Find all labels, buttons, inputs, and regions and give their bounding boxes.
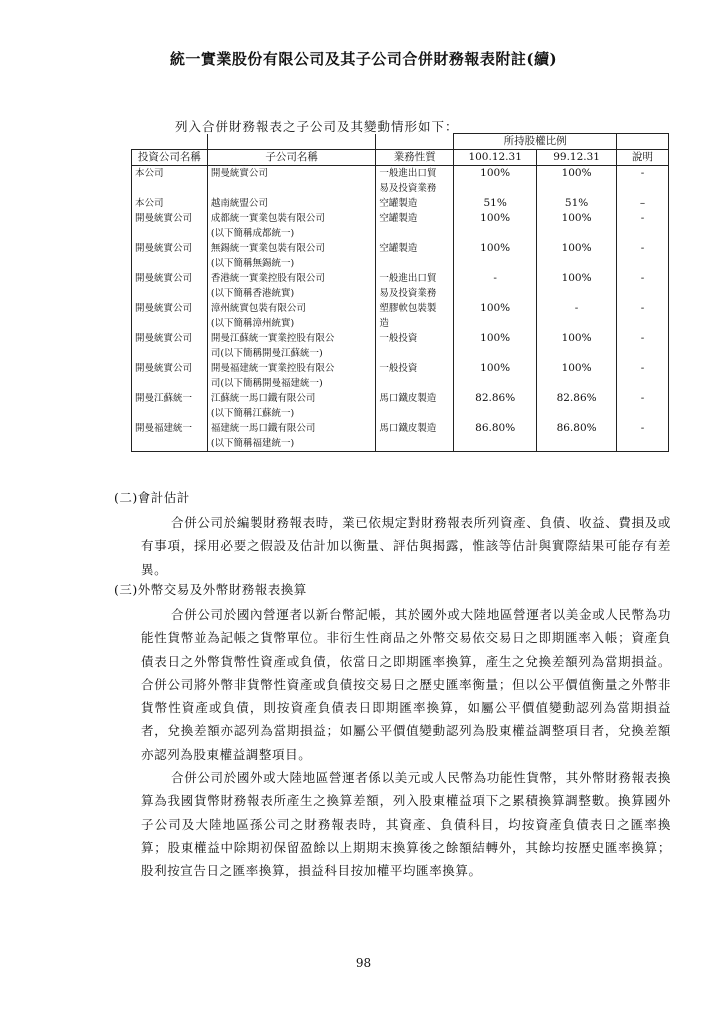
table-row [132, 331, 669, 361]
cell-2011: 100% [454, 301, 537, 331]
cell-2010: 100% [537, 331, 617, 361]
cell-business: 一般進出口貿 易及投資業務 [376, 271, 454, 301]
group-header: 所持股權比例 [454, 134, 617, 150]
table-row [132, 421, 669, 452]
section3-para1: 合併公司於國內營運者以新台幣記帳，其於國外或大陸地區營運者以美金或人民幣為功能性貨幣並為記帳之貨幣單位。非衍生性商品之外幣交易依交易日之即期匯率入帳；資產負債表日之外幣貨幣性資產或負債，依當日之即期匯率換算，產生之兌換差額列為當期損益。合併公司將外幣非貨幣性資產或負債按交易日之歷史匯率衡量；但以公平價值衡量之外幣非貨幣性資產或負債，則按資產負債表日即期匯率換算，如屬公平價值變動認列為當期損益者，兌換差額亦認列為當期損益；如屬公平價值變動認列為股東權益調整項目者，兌換差額亦認列為股東權益調整項目。 [141, 607, 671, 762]
cell-2010: 51% [537, 196, 617, 211]
header-investor: 投資公司名稱 [132, 150, 208, 166]
header-2011: 100.12.31 [454, 150, 537, 166]
header-note: 說明 [617, 150, 669, 166]
cell-2010: 86.80% [537, 421, 617, 452]
cell-subsidiary: 開曼江蘇統一實業控股有限公 司(以下簡稱開曼江蘇統一) [207, 331, 376, 361]
cell-investor: 本公司 [132, 196, 208, 211]
cell-subsidiary: 江蘇統一馬口鐵有限公司 (以下簡稱江蘇統一) [207, 391, 376, 421]
cell-note: - [617, 421, 669, 452]
table-row [132, 166, 669, 197]
cell-business: 空罐製造 [376, 211, 454, 241]
table-row [132, 241, 669, 271]
cell-note: - [617, 211, 669, 241]
cell-subsidiary: 香港統一實業控股有限公司 (以下簡稱香港統實) [207, 271, 376, 301]
cell-business: 一般投資 [376, 331, 454, 361]
page-title: 統一實業股份有限公司及其子公司合併財務報表附註(續) [169, 50, 558, 68]
cell-business: 空罐製造 [376, 196, 454, 211]
cell-note: - [617, 391, 669, 421]
cell-subsidiary: 開曼統實公司 [207, 166, 376, 197]
subsidiaries-table [131, 133, 669, 452]
cell-investor: 開曼統實公司 [132, 271, 208, 301]
header-subsidiary: 子公司名稱 [207, 150, 376, 166]
table-row [132, 196, 669, 211]
cell-2011: 100% [454, 211, 537, 241]
cell-note: - [617, 331, 669, 361]
cell-investor: 開曼統實公司 [132, 211, 208, 241]
cell-business: 一般進出口貿 易及投資業務 [376, 166, 454, 197]
header-2010: 99.12.31 [537, 150, 617, 166]
cell-investor: 開曼統實公司 [132, 241, 208, 271]
cell-2010: - [537, 301, 617, 331]
cell-business: 塑膠軟包裝製 造 [376, 301, 454, 331]
cell-note: - [617, 361, 669, 391]
cell-subsidiary: 越南統盟公司 [207, 196, 376, 211]
cell-2010: 82.86% [537, 391, 617, 421]
table-row [132, 361, 669, 391]
cell-investor: 開曼福建統一 [132, 421, 208, 452]
table-row [132, 301, 669, 331]
cell-2011: 86.80% [454, 421, 537, 452]
cell-investor: 開曼統實公司 [132, 331, 208, 361]
section2-text: 合併公司於編製財務報表時，業已依規定對財務報表所列資產、負債、收益、費損及或有事項，採用必要之假設及估計加以衡量、評估與揭露，惟該等估計與實際結果可能存有差異。 [141, 515, 671, 577]
cell-subsidiary: 成都統一實業包裝有限公司 (以下簡稱成都統一) [207, 211, 376, 241]
cell-investor: 開曼江蘇統一 [132, 391, 208, 421]
cell-2011: 100% [454, 361, 537, 391]
cell-note: - [617, 166, 669, 197]
cell-subsidiary: 無錫統一實業包裝有限公司 (以下簡稱無錫統一) [207, 241, 376, 271]
cell-2011: 100% [454, 166, 537, 197]
table-intro: 列入合併財務報表之子公司及其變動情形如下： [175, 119, 459, 134]
cell-2010: 100% [537, 271, 617, 301]
cell-2011: 51% [454, 196, 537, 211]
cell-note: - [617, 271, 669, 301]
cell-2010: 100% [537, 211, 617, 241]
cell-2010: 100% [537, 166, 617, 197]
header-business: 業務性質 [376, 150, 454, 166]
cell-business: 馬口鐵皮製造 [376, 421, 454, 452]
cell-2010: 100% [537, 241, 617, 271]
section3-heading: (三)外幣交易及外幣財務報表換算 [114, 582, 307, 597]
cell-2011: 100% [454, 241, 537, 271]
cell-business: 空罐製造 [376, 241, 454, 271]
page-number: 98 [355, 956, 372, 970]
cell-2011: 82.86% [454, 391, 537, 421]
table-row [132, 211, 669, 241]
cell-business: 馬口鐵皮製造 [376, 391, 454, 421]
table-row [132, 391, 669, 421]
section2-heading: (二)會計估計 [114, 490, 190, 505]
cell-investor: 本公司 [132, 166, 208, 197]
cell-business: 一般投資 [376, 361, 454, 391]
cell-subsidiary: 開曼福建統一實業控股有限公 司(以下簡稱開曼福建統一) [207, 361, 376, 391]
cell-subsidiary: 福建統一馬口鐵有限公司 (以下簡稱福建統一) [207, 421, 376, 452]
cell-note: - [617, 301, 669, 331]
cell-subsidiary: 漳州統實包裝有限公司 (以下簡稱漳州統實) [207, 301, 376, 331]
cell-note: - [617, 241, 669, 271]
cell-2010: 100% [537, 361, 617, 391]
table-row [132, 271, 669, 301]
cell-2011: 100% [454, 331, 537, 361]
cell-2011: - [454, 271, 537, 301]
cell-investor: 開曼統實公司 [132, 301, 208, 331]
cell-investor: 開曼統實公司 [132, 361, 208, 391]
section3-para2: 合併公司於國外或大陸地區營運者係以美元或人民幣為功能性貨幣，其外幣財務報表換算為我國貨幣財務報表所產生之換算差額，列入股東權益項下之累積換算調整數。換算國外子公司及大陸地區孫公司之財務報表時，其資產、負債科目，均按資產負債表日之匯率換算；股東權益中除期初保留盈餘以上期期末換算後之餘額結轉外，其餘均按歷史匯率換算；股利按宣告日之匯率換算，損益科目按加權平均匯率換算。 [141, 770, 671, 879]
cell-note: – [617, 196, 669, 211]
